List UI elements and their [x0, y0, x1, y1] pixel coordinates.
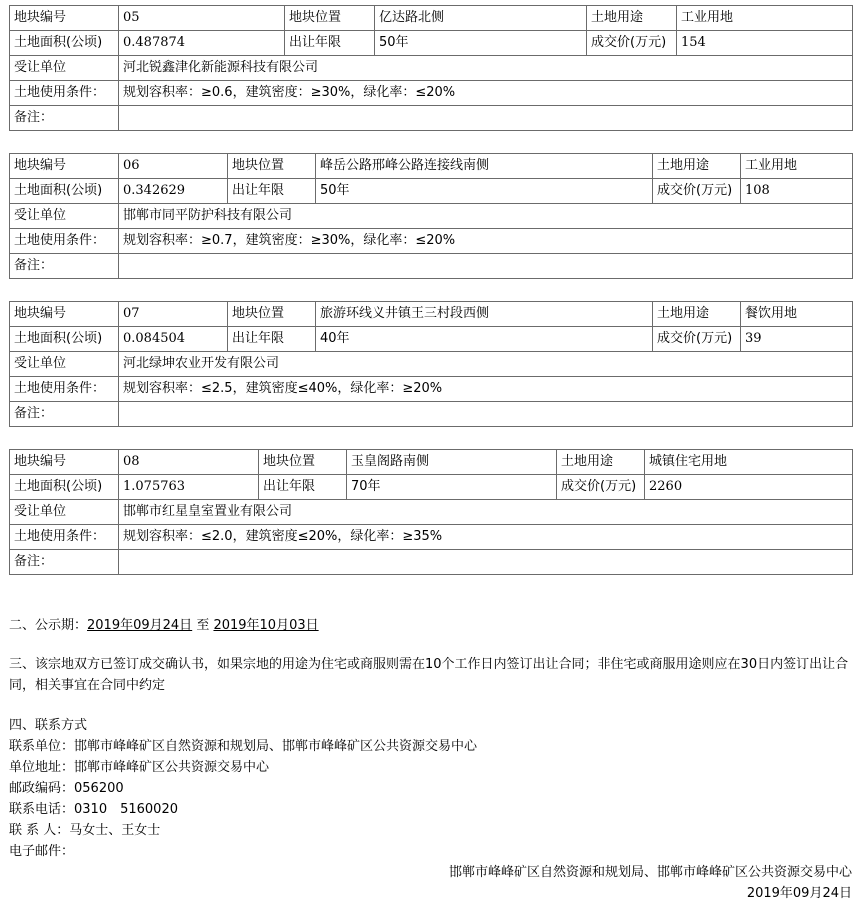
grantee-value: 邯郸市红星皇室置业有限公司: [119, 500, 853, 525]
location-value: 旅游环线义井镇王三村段西侧: [316, 302, 653, 327]
parcel-no-label: 地块编号: [10, 450, 119, 475]
contact-heading: 四、联系方式: [9, 718, 88, 733]
term-value: 50年: [375, 31, 587, 56]
table-row: [10, 377, 853, 402]
parcel-no-value: 05: [119, 6, 285, 31]
remarks-label: 备注：: [10, 254, 119, 279]
price-value: 154: [677, 31, 853, 56]
table-row: [10, 475, 853, 500]
area-value: 0.487874: [119, 31, 285, 56]
grantee-label: 受让单位: [10, 204, 119, 229]
parcel-table-08: [9, 449, 853, 575]
term-label: 出让年限: [228, 179, 316, 204]
conditions-value: 规划容积率：≤2.5，建筑密度≤40%，绿化率：≥20%: [119, 377, 853, 402]
term-label: 出让年限: [259, 475, 347, 500]
area-label: 土地面积(公顷): [10, 327, 119, 352]
remarks-value: [119, 106, 853, 131]
publicity-to: 至: [192, 618, 214, 633]
area-value: 0.084504: [119, 327, 228, 352]
remarks-value: [119, 254, 853, 279]
area-label: 土地面积(公顷): [10, 179, 119, 204]
usage-label: 土地用途: [557, 450, 645, 475]
price-label: 成交价(万元): [587, 31, 677, 56]
table-row: [10, 31, 853, 56]
price-value: 108: [741, 179, 853, 204]
table-row: [10, 302, 853, 327]
parcel-table-05: [9, 5, 853, 131]
contact-unit: 联系单位：邯郸市峰峰矿区自然资源和规划局、邯郸市峰峰矿区公共资源交易中心: [9, 739, 478, 754]
table-row: [10, 500, 853, 525]
contract-notice: 三、该宗地双方已签订成交确认书，如果宗地的用途为住宅或商服则需在10个工作日内签订出让合同；非住宅或商服用途则应在30日内签订出让合同，相关事宜在合同中约定: [9, 657, 849, 693]
usage-value: 工业用地: [741, 154, 853, 179]
table-row: [10, 229, 853, 254]
location-label: 地块位置: [228, 154, 316, 179]
publicity-period: [9, 615, 854, 636]
term-value: 50年: [316, 179, 653, 204]
term-label: 出让年限: [228, 327, 316, 352]
table-row: [10, 402, 853, 427]
grantee-value: 邯郸市同平防护科技有限公司: [119, 204, 853, 229]
table-row: [10, 154, 853, 179]
conditions-label: 土地使用条件：: [10, 377, 119, 402]
area-value: 0.342629: [119, 179, 228, 204]
table-row: [10, 254, 853, 279]
term-label: 出让年限: [285, 31, 375, 56]
price-value: 39: [741, 327, 853, 352]
area-label: 土地面积(公顷): [10, 475, 119, 500]
table-row: [10, 352, 853, 377]
usage-label: 土地用途: [587, 6, 677, 31]
grantee-value: 河北绿坤农业开发有限公司: [119, 352, 853, 377]
conditions-value: 规划容积率：≥0.7，建筑密度：≥30%，绿化率：≤20%: [119, 229, 853, 254]
issue-date: 2019年09月24日: [746, 886, 852, 901]
usage-label: 土地用途: [653, 154, 741, 179]
usage-value: 城镇住宅用地: [645, 450, 853, 475]
publicity-end-date: 2019年10月03日: [213, 618, 319, 633]
price-value: 2260: [645, 475, 853, 500]
contact-phone: 联系电话：0310 5160020: [9, 802, 178, 817]
publicity-start-date: 2019年09月24日: [87, 618, 193, 633]
conditions-label: 土地使用条件：: [10, 81, 119, 106]
grantee-label: 受让单位: [10, 352, 119, 377]
area-value: 1.075763: [119, 475, 259, 500]
table-row: [10, 179, 853, 204]
conditions-label: 土地使用条件：: [10, 525, 119, 550]
location-label: 地块位置: [285, 6, 375, 31]
table-row: [10, 525, 853, 550]
contact-postcode: 邮政编码：056200: [9, 781, 124, 796]
price-label: 成交价(万元): [653, 179, 741, 204]
usage-value: 餐饮用地: [741, 302, 853, 327]
remarks-value: [119, 550, 853, 575]
term-value: 70年: [347, 475, 557, 500]
remarks-label: 备注：: [10, 402, 119, 427]
parcel-no-value: 07: [119, 302, 228, 327]
parcel-no-label: 地块编号: [10, 302, 119, 327]
location-value: 亿达路北侧: [375, 6, 587, 31]
table-row: [10, 327, 853, 352]
area-label: 土地面积(公顷): [10, 31, 119, 56]
table-row: [10, 6, 853, 31]
conditions-value: 规划容积率：≤2.0，建筑密度≤20%，绿化率：≥35%: [119, 525, 853, 550]
term-value: 40年: [316, 327, 653, 352]
table-row: [10, 81, 853, 106]
contact-email: 电子邮件：: [9, 844, 75, 859]
location-label: 地块位置: [228, 302, 316, 327]
location-value: 峰岳公路邢峰公路连接线南侧: [316, 154, 653, 179]
grantee-label: 受让单位: [10, 500, 119, 525]
contact-person: 联 系 人：马女士、王女士: [9, 823, 161, 838]
usage-label: 土地用途: [653, 302, 741, 327]
parcel-table-07: [9, 301, 853, 427]
contact-address: 单位地址：邯郸市峰峰矿区公共资源交易中心: [9, 760, 270, 775]
table-row: [10, 204, 853, 229]
table-row: [10, 106, 853, 131]
usage-value: 工业用地: [677, 6, 853, 31]
remarks-label: 备注：: [10, 106, 119, 131]
table-row: [10, 550, 853, 575]
table-row: [10, 450, 853, 475]
conditions-value: 规划容积率：≥0.6，建筑密度：≥30%，绿化率：≤20%: [119, 81, 853, 106]
parcel-no-value: 06: [119, 154, 228, 179]
price-label: 成交价(万元): [557, 475, 645, 500]
price-label: 成交价(万元): [653, 327, 741, 352]
location-label: 地块位置: [259, 450, 347, 475]
table-row: [10, 56, 853, 81]
parcel-no-label: 地块编号: [10, 6, 119, 31]
parcel-no-label: 地块编号: [10, 154, 119, 179]
remarks-label: 备注：: [10, 550, 119, 575]
grantee-value: 河北锐鑫津化新能源科技有限公司: [119, 56, 853, 81]
parcel-no-value: 08: [119, 450, 259, 475]
grantee-label: 受让单位: [10, 56, 119, 81]
parcel-table-06: [9, 153, 853, 279]
conditions-label: 土地使用条件：: [10, 229, 119, 254]
issuer-name: 邯郸市峰峰矿区自然资源和规划局、邯郸市峰峰矿区公共资源交易中心: [448, 865, 852, 880]
remarks-value: [119, 402, 853, 427]
location-value: 玉皇阁路南侧: [347, 450, 557, 475]
publicity-prefix: 二、公示期：: [9, 618, 88, 633]
